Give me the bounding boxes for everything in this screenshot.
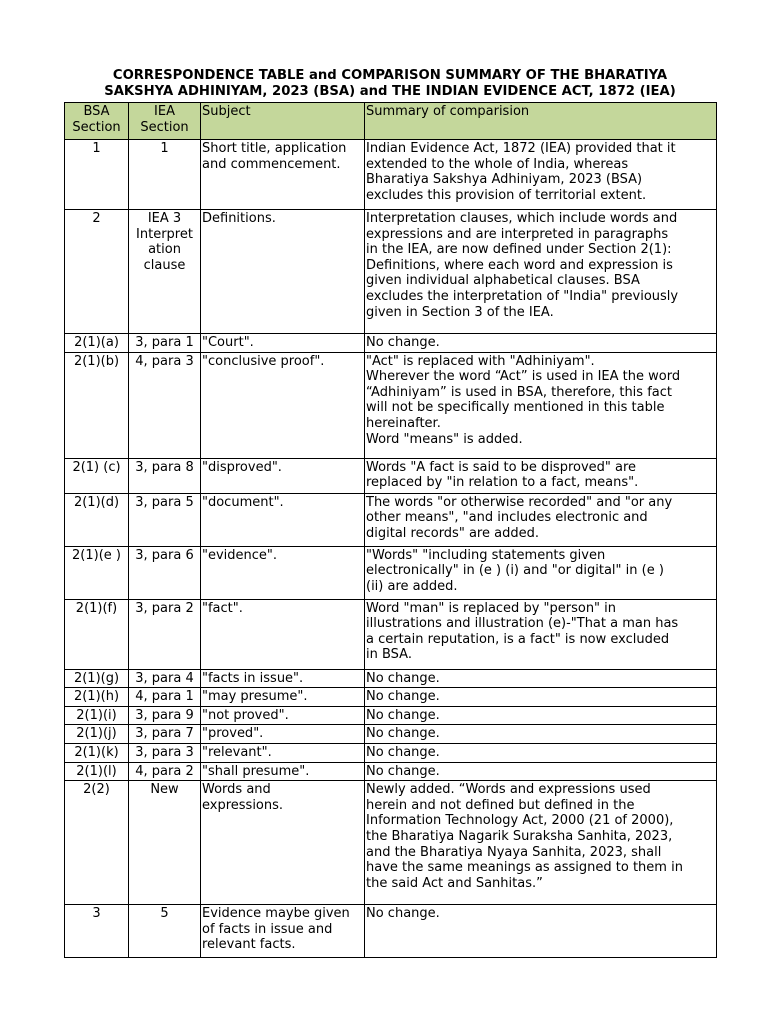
table-row — [65, 599, 717, 669]
header-bsa-section: BSA Section — [65, 103, 129, 140]
table-row — [65, 210, 717, 334]
bsa-section-cell: 2(1)(i) — [65, 706, 129, 725]
subject-cell: "not proved". — [201, 706, 365, 725]
subject-cell: "may presume". — [201, 688, 365, 707]
table-row — [65, 334, 717, 353]
subject-cell: "facts in issue". — [201, 669, 365, 688]
table-row — [65, 352, 717, 458]
table-row — [65, 706, 717, 725]
subject-cell: "fact". — [201, 599, 365, 669]
table-row — [65, 781, 717, 905]
iea-section-cell: 4, para 3 — [129, 352, 201, 458]
bsa-section-cell: 2(1)(k) — [65, 743, 129, 762]
subject-cell: Evidence maybe given of facts in issue and relevant facts. — [201, 905, 365, 958]
iea-section-cell: 4, para 1 — [129, 688, 201, 707]
subject-cell: Words and expressions. — [201, 781, 365, 905]
table-row — [65, 546, 717, 599]
bsa-section-cell: 2(1)(g) — [65, 669, 129, 688]
summary-cell: Newly added. “Words and expressions used herein and not defined but defined in the Information Technology Act, 2000 (21 of 2000), the Bharatiya Nagarik Suraksha Sanhita, 2023, and the Bharatiya Nyaya Sanhita, 2023, shall have the same meanings as assigned to them in the said Act and Sanhitas.” — [365, 781, 717, 905]
table-row — [65, 905, 717, 958]
bsa-section-cell: 2(1)(f) — [65, 599, 129, 669]
bsa-section-cell: 2(1)(l) — [65, 762, 129, 781]
summary-cell: Word "man" is replaced by "person" in illustrations and illustration (e)-"That a man has a certain reputation, is a fact" is now excluded in BSA. — [365, 599, 717, 669]
table-row — [65, 725, 717, 744]
summary-cell: Indian Evidence Act, 1872 (IEA) provided that it extended to the whole of India, whereas Bharatiya Sakshya Adhiniyam, 2023 (BSA) excludes this provision of territorial extent. — [365, 140, 717, 210]
summary-cell: No change. — [365, 905, 717, 958]
iea-section-cell: 5 — [129, 905, 201, 958]
iea-section-cell: 3, para 2 — [129, 599, 201, 669]
bsa-section-cell: 3 — [65, 905, 129, 958]
iea-section-cell: 3, para 3 — [129, 743, 201, 762]
iea-section-cell: 4, para 2 — [129, 762, 201, 781]
subject-cell: Short title, application and commencement. — [201, 140, 365, 210]
bsa-section-cell: 2(2) — [65, 781, 129, 905]
iea-section-cell: 3, para 4 — [129, 669, 201, 688]
subject-cell: "Court". — [201, 334, 365, 353]
bsa-section-cell: 2(1)(e ) — [65, 546, 129, 599]
subject-cell: Definitions. — [201, 210, 365, 334]
subject-cell: "conclusive proof". — [201, 352, 365, 458]
iea-section-cell: 3, para 1 — [129, 334, 201, 353]
subject-cell: "relevant". — [201, 743, 365, 762]
header-summary: Summary of comparision — [365, 103, 717, 140]
document-title: CORRESPONDENCE TABLE and COMPARISON SUMMARY OF THE BHARATIYA SAKSHYA ADHINIYAM, 2023 (BSA) and THE INDIAN EVIDENCE ACT, 1872 (IEA) — [104, 68, 676, 99]
summary-cell: No change. — [365, 725, 717, 744]
correspondence-table — [64, 102, 717, 958]
subject-cell: "shall presume". — [201, 762, 365, 781]
subject-cell: "document". — [201, 493, 365, 546]
subject-cell: "disproved". — [201, 458, 365, 493]
bsa-section-cell: 2(1)(b) — [65, 352, 129, 458]
bsa-section-cell: 2(1)(h) — [65, 688, 129, 707]
summary-cell: No change. — [365, 706, 717, 725]
bsa-section-cell: 2(1) (c) — [65, 458, 129, 493]
summary-cell: No change. — [365, 743, 717, 762]
iea-section-cell: 3, para 9 — [129, 706, 201, 725]
summary-cell: No change. — [365, 669, 717, 688]
subject-cell: "evidence". — [201, 546, 365, 599]
subject-cell: "proved". — [201, 725, 365, 744]
iea-section-cell: 1 — [129, 140, 201, 210]
table-row — [65, 669, 717, 688]
table-row — [65, 743, 717, 762]
summary-cell: The words "or otherwise recorded" and "or any other means", "and includes electronic and digital records" are added. — [365, 493, 717, 546]
bsa-section-cell: 2(1)(a) — [65, 334, 129, 353]
iea-section-cell: 3, para 7 — [129, 725, 201, 744]
iea-section-cell: IEA 3 Interpret ation clause — [129, 210, 201, 334]
summary-cell: "Words" "including statements given electronically" in (e ) (i) and "or digital" in (e ) (ii) are added. — [365, 546, 717, 599]
iea-section-cell: 3, para 5 — [129, 493, 201, 546]
summary-cell: No change. — [365, 688, 717, 707]
bsa-section-cell: 2(1)(d) — [65, 493, 129, 546]
iea-section-cell: 3, para 8 — [129, 458, 201, 493]
summary-cell: No change. — [365, 334, 717, 353]
table-row — [65, 762, 717, 781]
summary-cell: "Act" is replaced with "Adhiniyam". Wherever the word “Act” is used in IEA the word “Adhiniyam” is used in BSA, therefore, this fact will not be specifically mentioned in this table hereinafter. Word "means" is added. — [365, 352, 717, 458]
summary-cell: Interpretation clauses, which include words and expressions and are interpreted in paragraphs in the IEA, are now defined under Section 2(1): Definitions, where each word and expression is given individual alphabetical clauses. BSA excludes the interpretation of "India" previously given in Section 3 of the IEA. — [365, 210, 717, 334]
summary-cell: No change. — [365, 762, 717, 781]
bsa-section-cell: 2 — [65, 210, 129, 334]
iea-section-cell: 3, para 6 — [129, 546, 201, 599]
header-subject: Subject — [201, 103, 365, 140]
table-row — [65, 458, 717, 493]
table-row — [65, 493, 717, 546]
bsa-section-cell: 1 — [65, 140, 129, 210]
table-row — [65, 140, 717, 210]
table-header-row — [65, 103, 717, 140]
summary-cell: Words "A fact is said to be disproved" are replaced by "in relation to a fact, means". — [365, 458, 717, 493]
table-row — [65, 688, 717, 707]
bsa-section-cell: 2(1)(j) — [65, 725, 129, 744]
header-iea-section: IEA Section — [129, 103, 201, 140]
iea-section-cell: New — [129, 781, 201, 905]
